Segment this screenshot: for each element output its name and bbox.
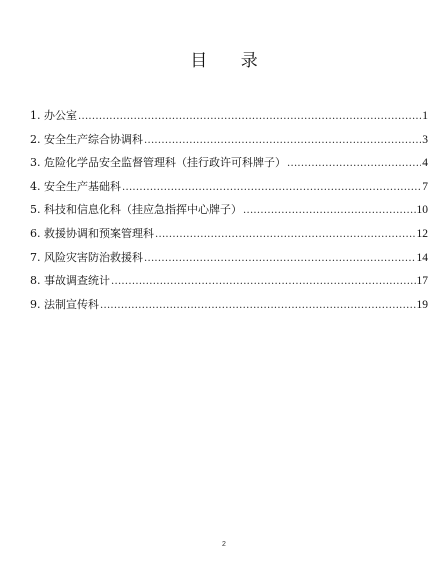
- toc-entry-page: 1: [422, 110, 428, 122]
- toc-entry: [30, 203, 428, 227]
- toc-list: [30, 109, 428, 321]
- toc-dot-leader: [155, 228, 416, 242]
- toc-entry-page: 3: [422, 133, 428, 146]
- toc-entry-label: 4. 安全生产基础科: [30, 179, 121, 193]
- toc-entry-label: 9. 法制宣传科: [30, 297, 99, 311]
- toc-entry: [30, 274, 428, 298]
- toc-dot-leader: [122, 181, 421, 195]
- toc-entry-page: 17: [416, 275, 428, 288]
- toc-entry-page: 12: [416, 227, 428, 240]
- toc-entry-label: 1. 办公室: [30, 109, 77, 122]
- toc-entry-label: 2. 安全生产综合协调科: [30, 132, 143, 146]
- toc-entry: [30, 109, 428, 133]
- toc-title: 目 录: [190, 51, 272, 71]
- toc-dot-leader: [144, 252, 416, 266]
- toc-entry-page: 4: [422, 157, 428, 170]
- toc-entry: [30, 227, 428, 251]
- page-number: 2: [222, 541, 226, 548]
- toc-entry-label: 3. 危险化学品安全监督管理科（挂行政许可科牌子）: [30, 156, 286, 170]
- toc-entry-page: 14: [416, 251, 428, 264]
- toc-entry-label: 7. 风险灾害防治救援科: [30, 250, 143, 264]
- toc-entry: [30, 251, 428, 275]
- toc-entry: [30, 133, 428, 157]
- toc-dot-leader: [144, 134, 421, 148]
- toc-entry-label: 5. 科技和信息化科（挂应急指挥中心牌子）: [30, 203, 242, 217]
- toc-entry: [30, 180, 428, 204]
- toc-entry-label: 6. 救援协调和预案管理科: [30, 226, 154, 240]
- toc-entry-page: 10: [416, 204, 428, 217]
- toc-dot-leader: [111, 275, 416, 289]
- toc-entry-page: 7: [422, 180, 428, 193]
- toc-dot-leader: [287, 157, 421, 171]
- toc-entry: [30, 156, 428, 180]
- toc-dot-leader: [78, 110, 421, 124]
- toc-dot-leader: [243, 204, 416, 218]
- toc-entry: [30, 298, 428, 322]
- toc-entry-label: 8. 事故调查统计: [30, 274, 110, 288]
- toc-entry-page: 19: [416, 298, 428, 311]
- toc-dot-leader: [100, 299, 416, 313]
